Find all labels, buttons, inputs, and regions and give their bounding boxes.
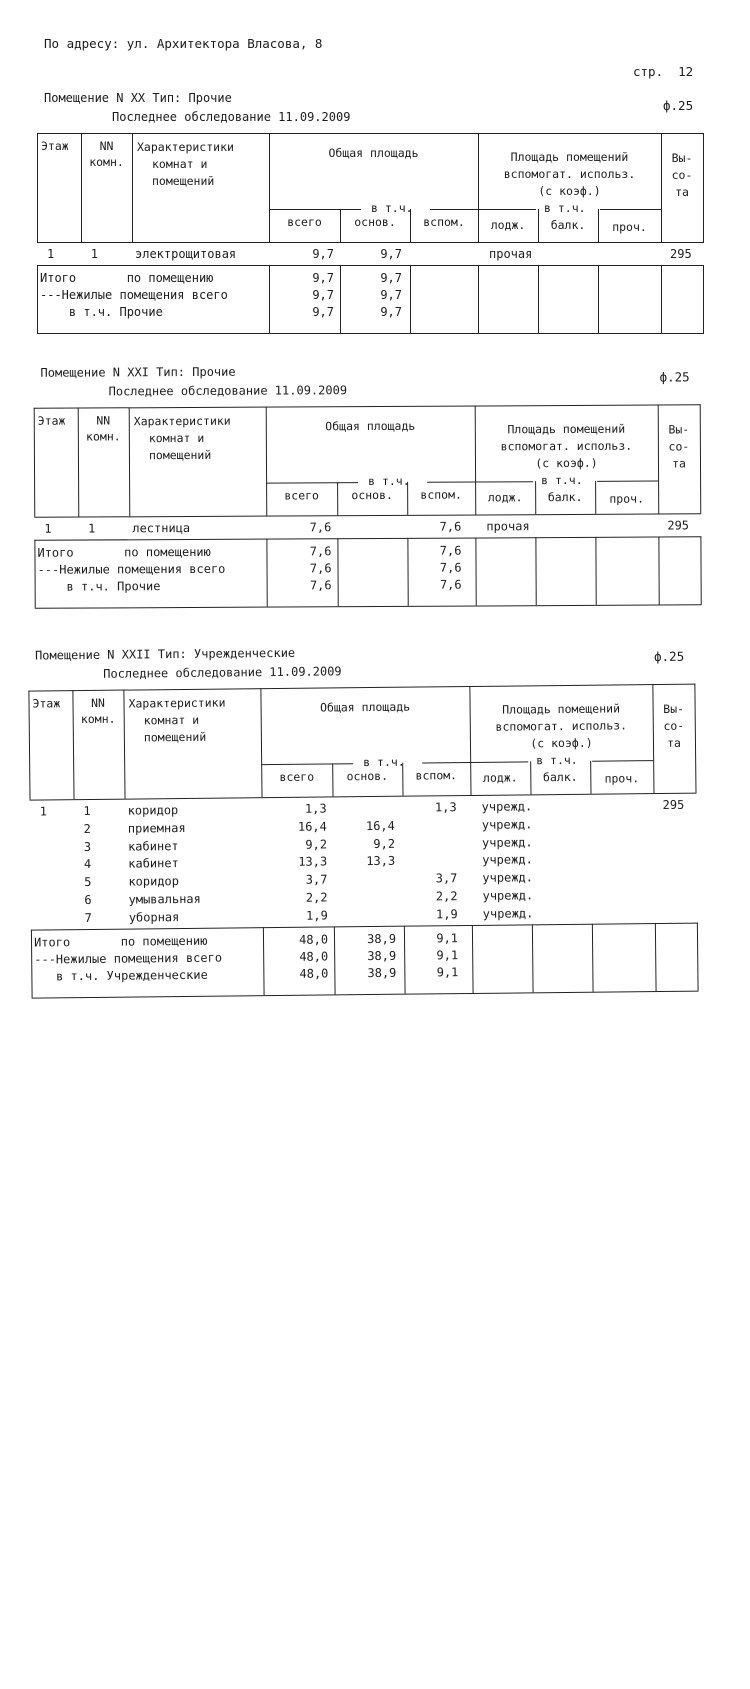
header-height: та	[653, 738, 695, 750]
floor-cell: 1	[40, 805, 47, 817]
column-divider	[532, 924, 534, 992]
header-aux-area: Площадь помещений	[475, 424, 658, 436]
header-height: со-	[661, 170, 703, 182]
header-vtch: в т.ч.	[363, 757, 405, 769]
main-area-cell: 9,2	[351, 837, 395, 849]
header-total: всего	[266, 490, 337, 502]
table-top-border	[34, 404, 701, 408]
form-number: ф.25	[654, 651, 684, 664]
header-loggia: лодж.	[470, 772, 530, 784]
totals-main-cell: 9,7	[358, 289, 402, 301]
total-area-cell: 7,6	[287, 521, 331, 533]
header-vtch: в т.ч.	[371, 203, 413, 215]
header-characteristics: помещений	[149, 450, 211, 462]
header-other: проч.	[595, 494, 658, 506]
header-total: всего	[269, 217, 340, 229]
header-bottom-border	[30, 793, 697, 801]
vtch-rule	[422, 762, 470, 764]
totals-total-cell: 9,7	[290, 306, 334, 318]
total-area-cell: 9,2	[283, 838, 327, 850]
header-aux-area: (с коэф.)	[470, 737, 653, 750]
header-room-no: комн.	[73, 714, 124, 726]
section-title: Помещение N XXI Тип: Прочие	[40, 366, 235, 379]
totals-label: ---Нежилые помещения всего	[34, 951, 222, 965]
usage-type-cell: учрежд.	[482, 818, 533, 831]
header-vtch: в т.ч.	[368, 476, 410, 488]
room-name-cell: кабинет	[128, 857, 179, 870]
header-characteristics: Характеристики	[128, 698, 225, 711]
column-divider	[28, 691, 30, 800]
header-aux-area: Площадь помещений	[478, 152, 661, 164]
vtch-rule	[478, 209, 536, 210]
header-characteristics: комнат и	[144, 715, 200, 727]
total-area-cell: 1,9	[284, 909, 328, 921]
header-vtch: в т.ч.	[544, 203, 586, 215]
form-number: ф.25	[660, 371, 690, 384]
height-cell: 295	[667, 519, 689, 531]
usage-type-cell: прочая	[489, 248, 532, 260]
column-divider	[123, 690, 125, 799]
table-top-border	[28, 684, 695, 692]
column-divider	[263, 927, 265, 995]
header-balcony: балк.	[530, 772, 590, 784]
section-title: Помещение N XXII Тип: Учрежденческие	[35, 647, 295, 662]
total-area-cell: 2,2	[284, 891, 328, 903]
totals-aux-cell: 7,6	[417, 545, 461, 557]
totals-aux-cell: 7,6	[418, 562, 462, 574]
table-top-border	[37, 133, 704, 134]
header-other: проч.	[598, 222, 661, 234]
totals-bottom-border	[32, 990, 699, 998]
header-floor: Этаж	[32, 698, 60, 710]
height-cell: 295	[663, 799, 685, 811]
header-floor: Этаж	[38, 416, 66, 428]
header-height: та	[658, 458, 700, 470]
header-total-area: Общая площадь	[266, 420, 475, 433]
header-characteristics: Характеристики	[134, 416, 231, 428]
header-aux-area: (с коэф.)	[478, 186, 661, 198]
totals-label: Итого по помещению	[40, 272, 213, 284]
header-aux-area: вспомогат. использ.	[475, 441, 658, 453]
page-number: стр. 12	[633, 66, 693, 79]
totals-total-cell: 48,0	[284, 950, 328, 962]
floor-cell: 1	[47, 248, 54, 260]
section-survey-date: Последнее обследование 11.09.2009	[109, 384, 347, 397]
header-main: основ.	[340, 217, 410, 229]
header-aux: вспом.	[407, 489, 475, 501]
usage-type-cell: прочая	[486, 520, 529, 532]
column-divider	[404, 925, 406, 993]
totals-aux-cell: 7,6	[418, 579, 462, 591]
column-divider	[31, 929, 33, 997]
aux-area-cell: 7,6	[417, 521, 461, 533]
form-number: ф.25	[663, 100, 693, 113]
room-name-cell: кабинет	[128, 840, 179, 853]
column-divider	[655, 923, 657, 991]
room-name-cell: коридор	[128, 804, 179, 817]
header-total: всего	[261, 771, 332, 783]
header-floor: Этаж	[41, 141, 69, 153]
totals-total-cell: 7,6	[288, 562, 332, 574]
column-divider	[697, 922, 699, 990]
header-main: основ.	[337, 490, 407, 502]
header-room-no: NN	[78, 415, 129, 427]
header-vtch: в т.ч.	[541, 475, 583, 487]
vtch-rule	[475, 481, 533, 482]
column-divider	[132, 133, 133, 242]
totals-aux-cell: 9,1	[414, 966, 458, 978]
header-height: та	[661, 187, 703, 199]
room-number-cell: 6	[74, 894, 92, 906]
floor-cell: 1	[44, 523, 51, 535]
vtch-rule	[592, 760, 653, 762]
header-characteristics: Характеристики	[137, 142, 234, 154]
totals-label: в т.ч. Учрежденческие	[34, 969, 208, 983]
header-aux-area: Площадь помещений	[470, 703, 653, 716]
section-survey-date: Последнее обследование 11.09.2009	[103, 665, 342, 679]
header-room-no: комн.	[81, 157, 132, 169]
main-area-cell: 13,3	[351, 855, 395, 867]
totals-total-cell: 48,0	[284, 967, 328, 979]
header-total-area: Общая площадь	[261, 701, 470, 715]
totals-total-cell: 7,6	[288, 579, 332, 591]
usage-type-cell: учрежд.	[483, 907, 534, 920]
vtch-rule	[261, 763, 353, 765]
header-aux: вспом.	[410, 217, 478, 229]
header-characteristics: комнат и	[149, 433, 204, 445]
header-balcony: балк.	[535, 492, 595, 504]
header-height: Вы-	[658, 424, 700, 436]
header-height: со-	[658, 441, 700, 453]
header-aux: вспом.	[402, 770, 470, 782]
header-vtch: в т.ч.	[536, 755, 578, 767]
room-number-cell: 7	[74, 912, 92, 924]
section-survey-date: Последнее обследование 11.09.2009	[112, 111, 350, 123]
header-other: проч.	[590, 773, 653, 785]
aux-area-cell: 1,3	[413, 801, 457, 813]
column-divider	[34, 408, 36, 517]
header-characteristics: помещений	[152, 176, 214, 188]
totals-main-cell: 9,7	[358, 306, 402, 318]
column-divider	[37, 133, 38, 242]
room-number-cell: 1	[73, 805, 91, 817]
height-cell: 295	[670, 248, 692, 260]
total-area-cell: 16,4	[283, 820, 327, 832]
aux-area-cell: 1,9	[414, 908, 458, 920]
totals-total-cell: 9,7	[290, 289, 334, 301]
header-aux-area: вспомогат. использ.	[478, 169, 661, 181]
total-area-cell: 13,3	[283, 856, 327, 868]
header-characteristics: помещений	[144, 732, 206, 744]
address-line: По адресу: ул. Архитектора Власова, 8	[44, 38, 322, 51]
column-divider	[592, 924, 594, 992]
column-divider	[703, 133, 704, 242]
totals-main-cell: 9,7	[358, 272, 402, 284]
header-loggia: лодж.	[478, 220, 538, 232]
room-name-cell: умывальная	[129, 893, 201, 906]
header-room-no: NN	[72, 698, 123, 710]
totals-main-cell: 38,9	[352, 950, 396, 962]
vtch-rule	[430, 209, 478, 210]
vtch-rule	[600, 209, 661, 210]
room-number-cell: 3	[73, 841, 91, 853]
totals-label: ---Нежилые помещения всего	[38, 563, 226, 576]
vtch-rule	[427, 481, 475, 482]
header-height: Вы-	[661, 153, 703, 165]
usage-type-cell: учрежд.	[483, 889, 534, 902]
header-height: со-	[653, 721, 695, 733]
totals-total-cell: 48,0	[284, 933, 328, 945]
usage-type-cell: учрежд.	[482, 872, 533, 885]
totals-label: Итого по помещению	[37, 546, 210, 559]
header-aux-area: (с коэф.)	[475, 458, 658, 470]
total-area-cell: 3,7	[283, 874, 327, 886]
room-name-cell: приемная	[128, 822, 186, 835]
usage-type-cell: учрежд.	[482, 854, 533, 867]
total-area-cell: 9,7	[290, 248, 334, 260]
room-number-cell: 5	[73, 876, 91, 888]
room-number-cell: 2	[73, 823, 91, 835]
header-room-no: комн.	[78, 431, 129, 443]
header-bottom-border	[34, 513, 701, 517]
usage-type-cell: учрежд.	[482, 800, 533, 813]
totals-total-cell: 9,7	[290, 272, 334, 284]
room-name-cell: электрощитовая	[135, 248, 236, 260]
total-area-cell: 1,3	[283, 802, 327, 814]
room-number-cell: 1	[77, 522, 95, 534]
header-balcony: балк.	[538, 220, 598, 232]
room-number-cell: 1	[80, 248, 98, 260]
aux-area-cell: 2,2	[414, 890, 458, 902]
header-bottom-border	[37, 242, 704, 243]
header-aux-area: вспомогат. использ.	[470, 720, 653, 733]
totals-main-cell: 38,9	[352, 933, 396, 945]
vtch-rule	[266, 482, 358, 483]
header-height: Вы-	[653, 704, 695, 716]
section-title: Помещение N XX Тип: Прочие	[44, 92, 232, 104]
room-name-cell: коридор	[128, 875, 179, 888]
totals-top-border	[34, 536, 701, 540]
totals-aux-cell: 9,1	[414, 932, 458, 944]
column-divider	[334, 926, 336, 994]
aux-area-cell: 3,7	[413, 872, 457, 884]
totals-label: Итого по помещению	[34, 935, 208, 949]
header-main: основ.	[332, 771, 402, 783]
totals-total-cell: 7,6	[287, 545, 331, 557]
totals-label: в т.ч. Прочие	[40, 306, 163, 318]
totals-label: в т.ч. Прочие	[38, 580, 161, 593]
totals-top-border	[37, 265, 704, 266]
vtch-rule	[470, 761, 528, 763]
column-divider	[472, 925, 474, 993]
header-characteristics: комнат и	[152, 159, 207, 171]
header-total-area: Общая площадь	[269, 148, 478, 160]
main-area-cell: 9,7	[358, 248, 402, 260]
totals-label: ---Нежилые помещения всего	[40, 289, 228, 301]
room-number-cell: 4	[73, 858, 91, 870]
totals-main-cell: 38,9	[352, 967, 396, 979]
usage-type-cell: учрежд.	[482, 836, 533, 849]
vtch-rule	[269, 209, 361, 210]
premises-section	[0, 550, 750, 1689]
vtch-rule	[597, 481, 658, 482]
room-name-cell: лестница	[132, 522, 190, 534]
header-loggia: лодж.	[475, 492, 535, 504]
header-room-no: NN	[81, 141, 132, 153]
main-area-cell: 16,4	[351, 820, 395, 832]
room-name-cell: уборная	[129, 911, 180, 924]
column-divider	[129, 407, 131, 516]
totals-aux-cell: 9,1	[414, 949, 458, 961]
